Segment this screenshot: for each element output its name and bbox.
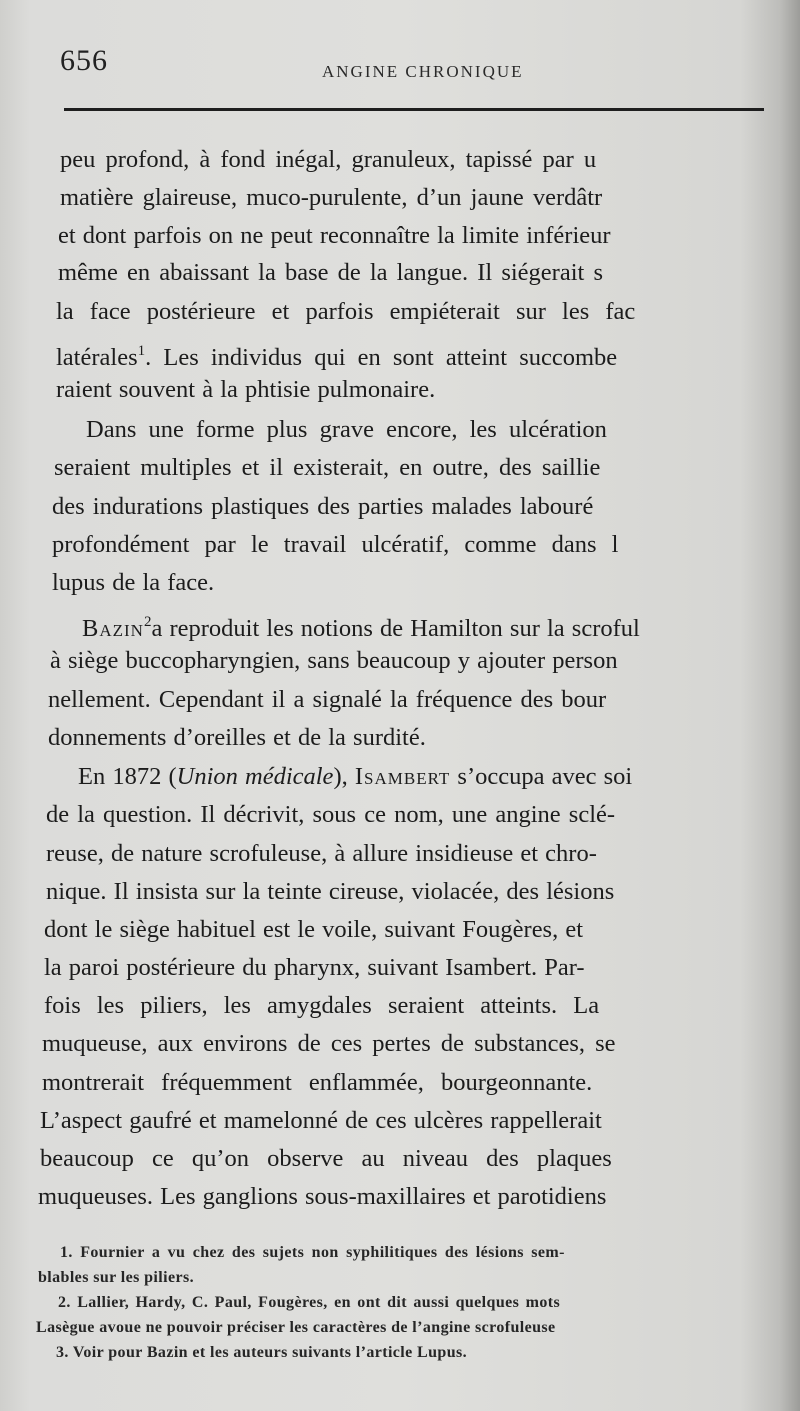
journal-title: Union médicale bbox=[176, 763, 334, 790]
author-name: Bazin bbox=[82, 615, 144, 642]
body-line: même en abaissant la base de la langue. Il siégerait s bbox=[58, 259, 603, 286]
body-line: matière glaireuse, muco-purulente, d’un jaune verdâtr bbox=[60, 184, 603, 211]
body-line: reuse, de nature scrofuleuse, à allure insidieuse et chro- bbox=[46, 840, 597, 867]
body-line: et dont parfois on ne peut reconnaître la limite inférieur bbox=[58, 222, 611, 249]
body-text: latérales bbox=[56, 344, 138, 371]
body-line bbox=[82, 607, 768, 644]
body-text: s’occupa avec soi bbox=[450, 763, 633, 790]
body-line: à siège buccopharyngien, sans beaucoup y ajouter person bbox=[50, 647, 618, 674]
body-line: Dans une forme plus grave encore, les ulcération bbox=[86, 416, 607, 443]
body-line: raient souvent à la phtisie pulmonaire. bbox=[56, 376, 436, 403]
footnote-line: blables sur les piliers. bbox=[38, 1269, 194, 1286]
body-text: En 1872 ( bbox=[78, 763, 177, 790]
footnote-line: 2. Lallier, Hardy, C. Paul, Fougères, en ont dit aussi quelques mots bbox=[58, 1294, 561, 1311]
body-line: la paroi postérieure du pharynx, suivant Isambert. Par- bbox=[44, 954, 585, 981]
body-line: des indurations plastiques des parties malades labouré bbox=[52, 493, 594, 520]
page-number: 656 bbox=[60, 44, 108, 77]
body-line: beaucoup ce qu’on observe au niveau des plaques bbox=[40, 1145, 612, 1172]
body-line: L’aspect gaufré et mamelonné de ces ulcères rappellerait bbox=[40, 1107, 602, 1134]
body-line: dont le siège habituel est le voile, suivant Fougères, et bbox=[44, 916, 584, 943]
body-line: la face postérieure et parfois empiéterait sur les fac bbox=[56, 298, 636, 325]
body-line: montrerait fréquemment enflammée, bourgeonnante. bbox=[42, 1069, 593, 1096]
running-head bbox=[60, 44, 760, 84]
footnote-ref-1: 1 bbox=[137, 343, 146, 359]
body-line bbox=[78, 762, 770, 792]
body-line: muqueuses. Les ganglions sous-maxillaires et parotidiens bbox=[38, 1183, 607, 1210]
author-name: Isambert bbox=[354, 763, 451, 790]
body-line: muqueuse, aux environs de ces pertes de substances, se bbox=[42, 1030, 616, 1057]
body-line: de la question. Il décrivit, sous ce nom, une angine sclé- bbox=[46, 801, 616, 828]
body-text: a reproduit les notions de Hamilton sur la scroful bbox=[151, 615, 640, 642]
body-line: seraient multiples et il existerait, en outre, des saillie bbox=[54, 454, 601, 481]
body-text: ), bbox=[333, 763, 355, 790]
footnote-ref-2: 2 bbox=[143, 614, 152, 630]
footnote-line: 3. Voir pour Bazin et les auteurs suivants l’article Lupus. bbox=[56, 1344, 468, 1361]
body-line: fois les piliers, les amygdales seraient atteints. La bbox=[44, 992, 600, 1019]
body-text: . Les individus qui en sont atteint succombe bbox=[145, 344, 618, 371]
body-line: peu profond, à fond inégal, granuleux, tapissé par u bbox=[60, 146, 597, 173]
body-line: nellement. Cependant il a signalé la fréquence des bour bbox=[48, 686, 607, 713]
body-line: nique. Il insista sur la teinte cireuse, violacée, des lésions bbox=[46, 878, 615, 905]
body-line: lupus de la face. bbox=[52, 569, 215, 596]
footnote-line: 1. Fournier a vu chez des sujets non syphilitiques des lésions sem- bbox=[60, 1244, 565, 1261]
footnote-line: Lasègue avoue ne pouvoir préciser les caractères de l’angine scrofuleuse bbox=[36, 1319, 556, 1336]
body-line bbox=[56, 336, 765, 373]
body-line: profondément par le travail ulcératif, comme dans l bbox=[52, 531, 619, 558]
body-line: donnements d’oreilles et de la surdité. bbox=[48, 724, 426, 751]
running-title: ANGINE CHRONIQUE bbox=[322, 62, 524, 81]
header-rule bbox=[64, 108, 764, 111]
